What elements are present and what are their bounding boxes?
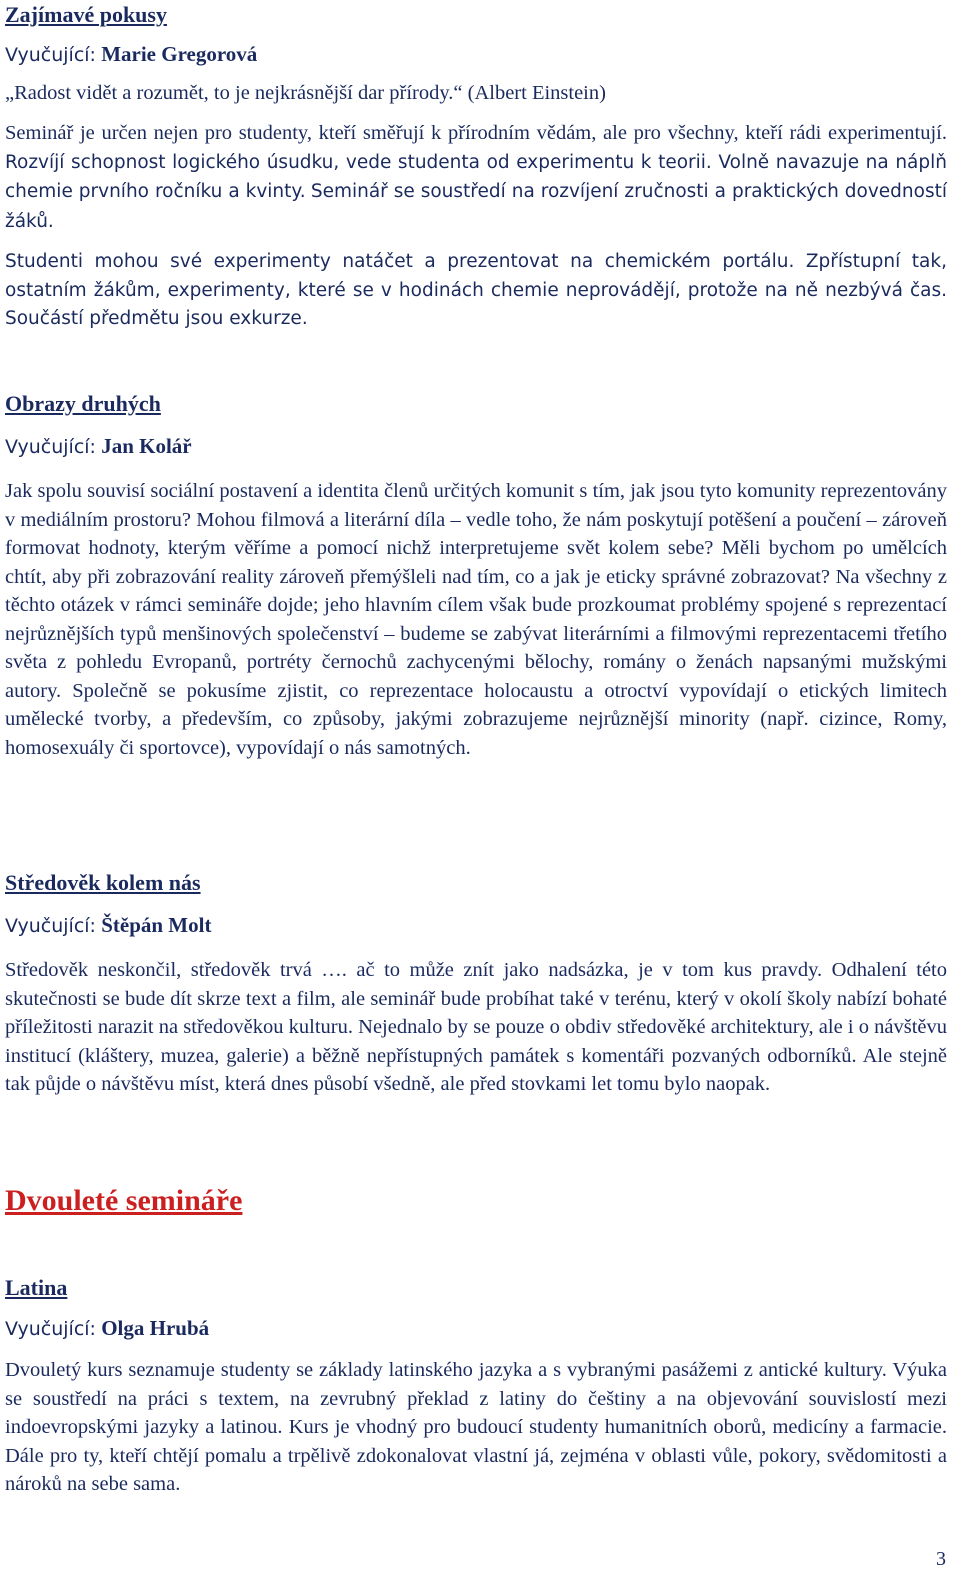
section-title: Obrazy druhých — [5, 391, 161, 416]
teacher-name: Olga Hrubá — [101, 1316, 210, 1340]
paragraph — [5, 248, 947, 334]
teacher-name: Marie Gregorová — [101, 42, 258, 66]
paragraph-text: Studenti mohou své experimenty natáčet a prezentovat na chemickém portálu. — [5, 251, 795, 272]
paragraph-text: Seminář se soustředí na rozvíjení zručnosti a praktických dovedností žáků. — [5, 181, 947, 232]
teacher-label: Vyučující: — [5, 1318, 96, 1340]
section-obrazy-druhych — [5, 389, 947, 762]
teacher-label: Vyučující: — [5, 436, 96, 458]
section-zajimave-pokusy — [5, 0, 947, 334]
paragraph: Dvouletý kurs seznamuje studenty se základy latinského jazyka a s vybranými pasážemi z antické kultury. Výuka se soustředí na práci s textem, na zevrubný překlad z latiny do češtiny a na objevování souvislostí mezi indoevropskými jazyky a latinou. Kurs je vhodný pro budoucí studenty humanitních oborů, medicíny a farmacie. Dále pro ty, kteří chtějí pomalu a trpělivě zdokonalovat vlastní já, zejména v oblasti vůle, pokory, svědomitosti a nároků na sebe sama. — [5, 1359, 947, 1495]
section-title: Latina — [5, 1275, 68, 1300]
teacher-line — [5, 1313, 947, 1344]
teacher-name: Jan Kolář — [101, 434, 192, 458]
paragraph — [5, 119, 947, 236]
teacher-line — [5, 431, 947, 462]
teacher-name: Štěpán Molt — [101, 913, 212, 937]
page-number: 3 — [936, 1548, 946, 1570]
paragraph-text: Seminář je určen nejen pro studenty, kteří směřují k přírodním vědám, ale pro všechny, kteří rádi experimentují. — [5, 122, 947, 144]
paragraph: Jak spolu souvisí sociální postavení a identita členů určitých komunit s tím, jak jsou tyto komunity reprezentovány v mediálním prostoru? Mohou filmová a literární díla – vedle toho, že nám poskytují potěšení a poučení – zároveň formovat hodnoty, kterým věříme a pomocí nichž interpretujeme svět kolem sebe? Měli bychom po umělcích chtít, aby při zobrazování reality zároveň přemýšleli nad tím, co a jak je eticky správné zobrazovat? Na všechny z těchto otázek v rámci semináře dojde; jeho hlavním cílem však bude prozkoumat problémy spojené s reprezentací nejrůznějších typů menšinových společenství – budeme se zabývat literárními a filmovými reprezentacemi třetího světa z pohledu Evropanů, portréty černochů zachycenými bělochy, romány o ženách napsanými mužskými autory. Společně se pokusíme zjistit, co reprezentace holocaustu a otroctví vypovídají o etických limitech umělecké tvorby, a především, co způsoby, jakými zobrazujeme nejrůznější minority (např. cizince, Romy, homosexuály či sportovce), vypovídají o nás samotných. — [5, 480, 947, 759]
paragraph-text: Rozvíjí schopnost logického úsudku, vede studenta od experimentu k teorii. Volně navazuje na náplň chemie prvního ročníku a kvinty. — [5, 151, 947, 202]
major-heading: Dvouleté semináře — [5, 1184, 243, 1217]
teacher-line — [5, 910, 947, 941]
section-stredovek-kolem-nas — [5, 868, 947, 1099]
section-title: Středověk kolem nás — [5, 870, 201, 895]
teacher-label: Vyučující: — [5, 915, 96, 937]
teacher-line — [5, 39, 947, 70]
section-latina — [5, 1273, 947, 1499]
paragraph: Středověk neskončil, středověk trvá …. ač to může znít jako nadsázka, je v tom kus pravdy. Odhalení této skutečnosti se bude dít skrze text a film, ale seminář bude probíhat také v terénu, který v okolí školy nabízí bohaté příležitosti narazit na středověkou kulturu. Nejednalo by se pouze o obdiv středověké architektury, ale i o návštěvu institucí (kláštery, muzea, galerie) a běžně nepřístupných památek s komentáři pozvaných odborníků. Ale stejně tak půjde o návštěvu míst, která dnes působí všedně, ale před stovkami let tomu bylo naopak. — [5, 959, 947, 1095]
section-title: Zajímavé pokusy — [5, 2, 167, 27]
teacher-label: Vyučující: — [5, 44, 96, 66]
paragraph-text: Zpřístupní tak, ostatním žákům, experimenty, které se v hodinách chemie neprovádějí, protože na ně nezbývá čas. Součástí předmětu jsou exkurze. — [5, 251, 947, 329]
quote: „Radost vidět a rozumět, to je nejkrásnější dar přírody.“ (Albert Einstein) — [5, 82, 606, 104]
